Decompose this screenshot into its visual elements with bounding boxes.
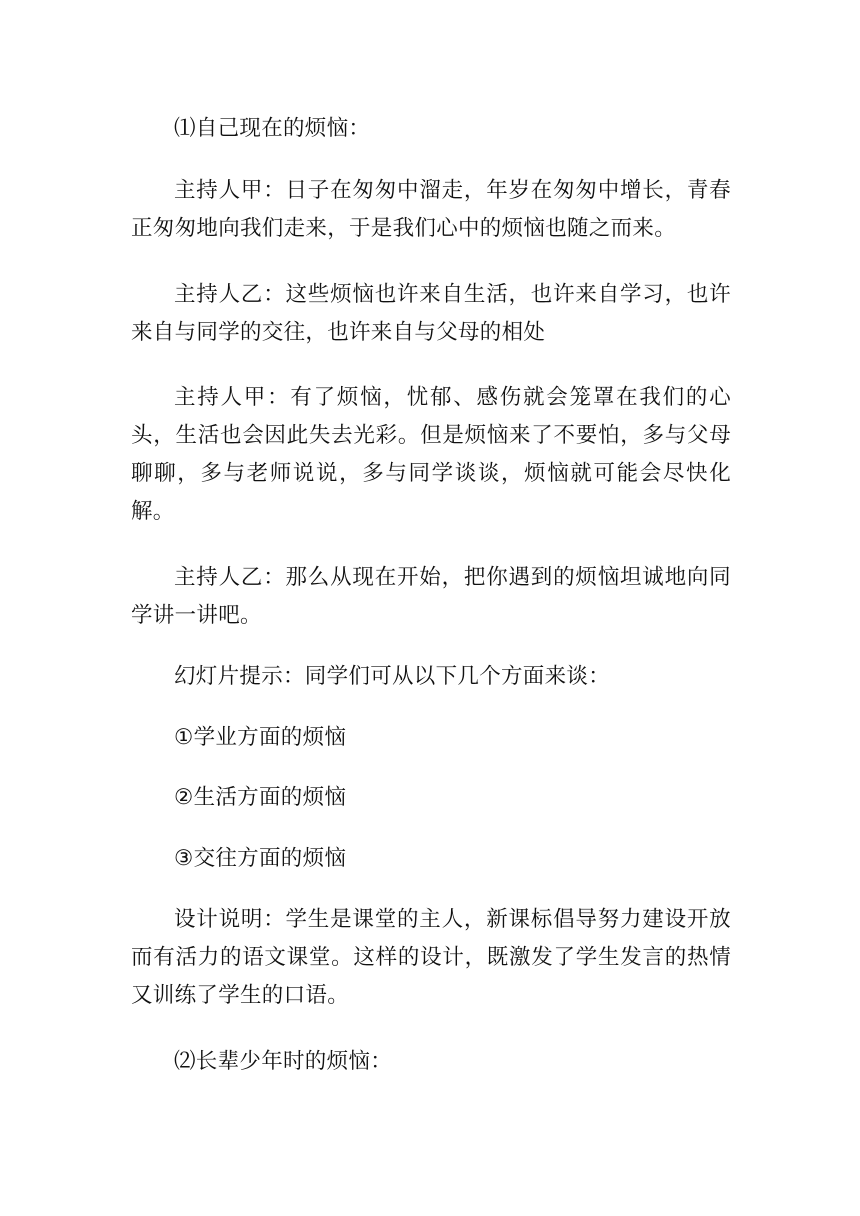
design-note: 设计说明：学生是课堂的主人，新课标倡导努力建设开放而有活力的语文课堂。这样的设计，既激发了学生发言的热情又训练了学生的口语。	[131, 907, 731, 1008]
paragraph-host-a-1: 主持人甲：日子在匆匆中溜走，年岁在匆匆中增长，青春正匆匆地向我们走来，于是我们心中的烦恼也随之而来。	[131, 178, 731, 241]
paragraph-host-b-2: 主持人乙：那么从现在开始，把你遇到的烦恼坦诚地向同学讲一讲吧。	[131, 565, 731, 628]
list-item-social: ③交往方面的烦恼	[174, 846, 347, 871]
section-heading-1: ⑴自己现在的烦恼：	[174, 116, 371, 141]
paragraph-host-b-1: 主持人乙：这些烦恼也许来自生活，也许来自学习，也许来自与同学的交往，也许来自与父母的相处	[131, 282, 731, 345]
list-item-life: ②生活方面的烦恼	[174, 785, 347, 810]
slide-hint: 幻灯片提示：同学们可从以下几个方面来谈：	[174, 664, 611, 689]
list-item-study: ①学业方面的烦恼	[174, 725, 347, 750]
paragraph-host-a-2: 主持人甲：有了烦恼，忧郁、感伤就会笼罩在我们的心头，生活也会因此失去光彩。但是烦恼来了不要怕，多与父母聊聊，多与老师说说，多与同学谈谈，烦恼就可能会尽快化解。	[131, 385, 731, 524]
section-heading-2: ⑵长辈少年时的烦恼：	[174, 1049, 393, 1074]
